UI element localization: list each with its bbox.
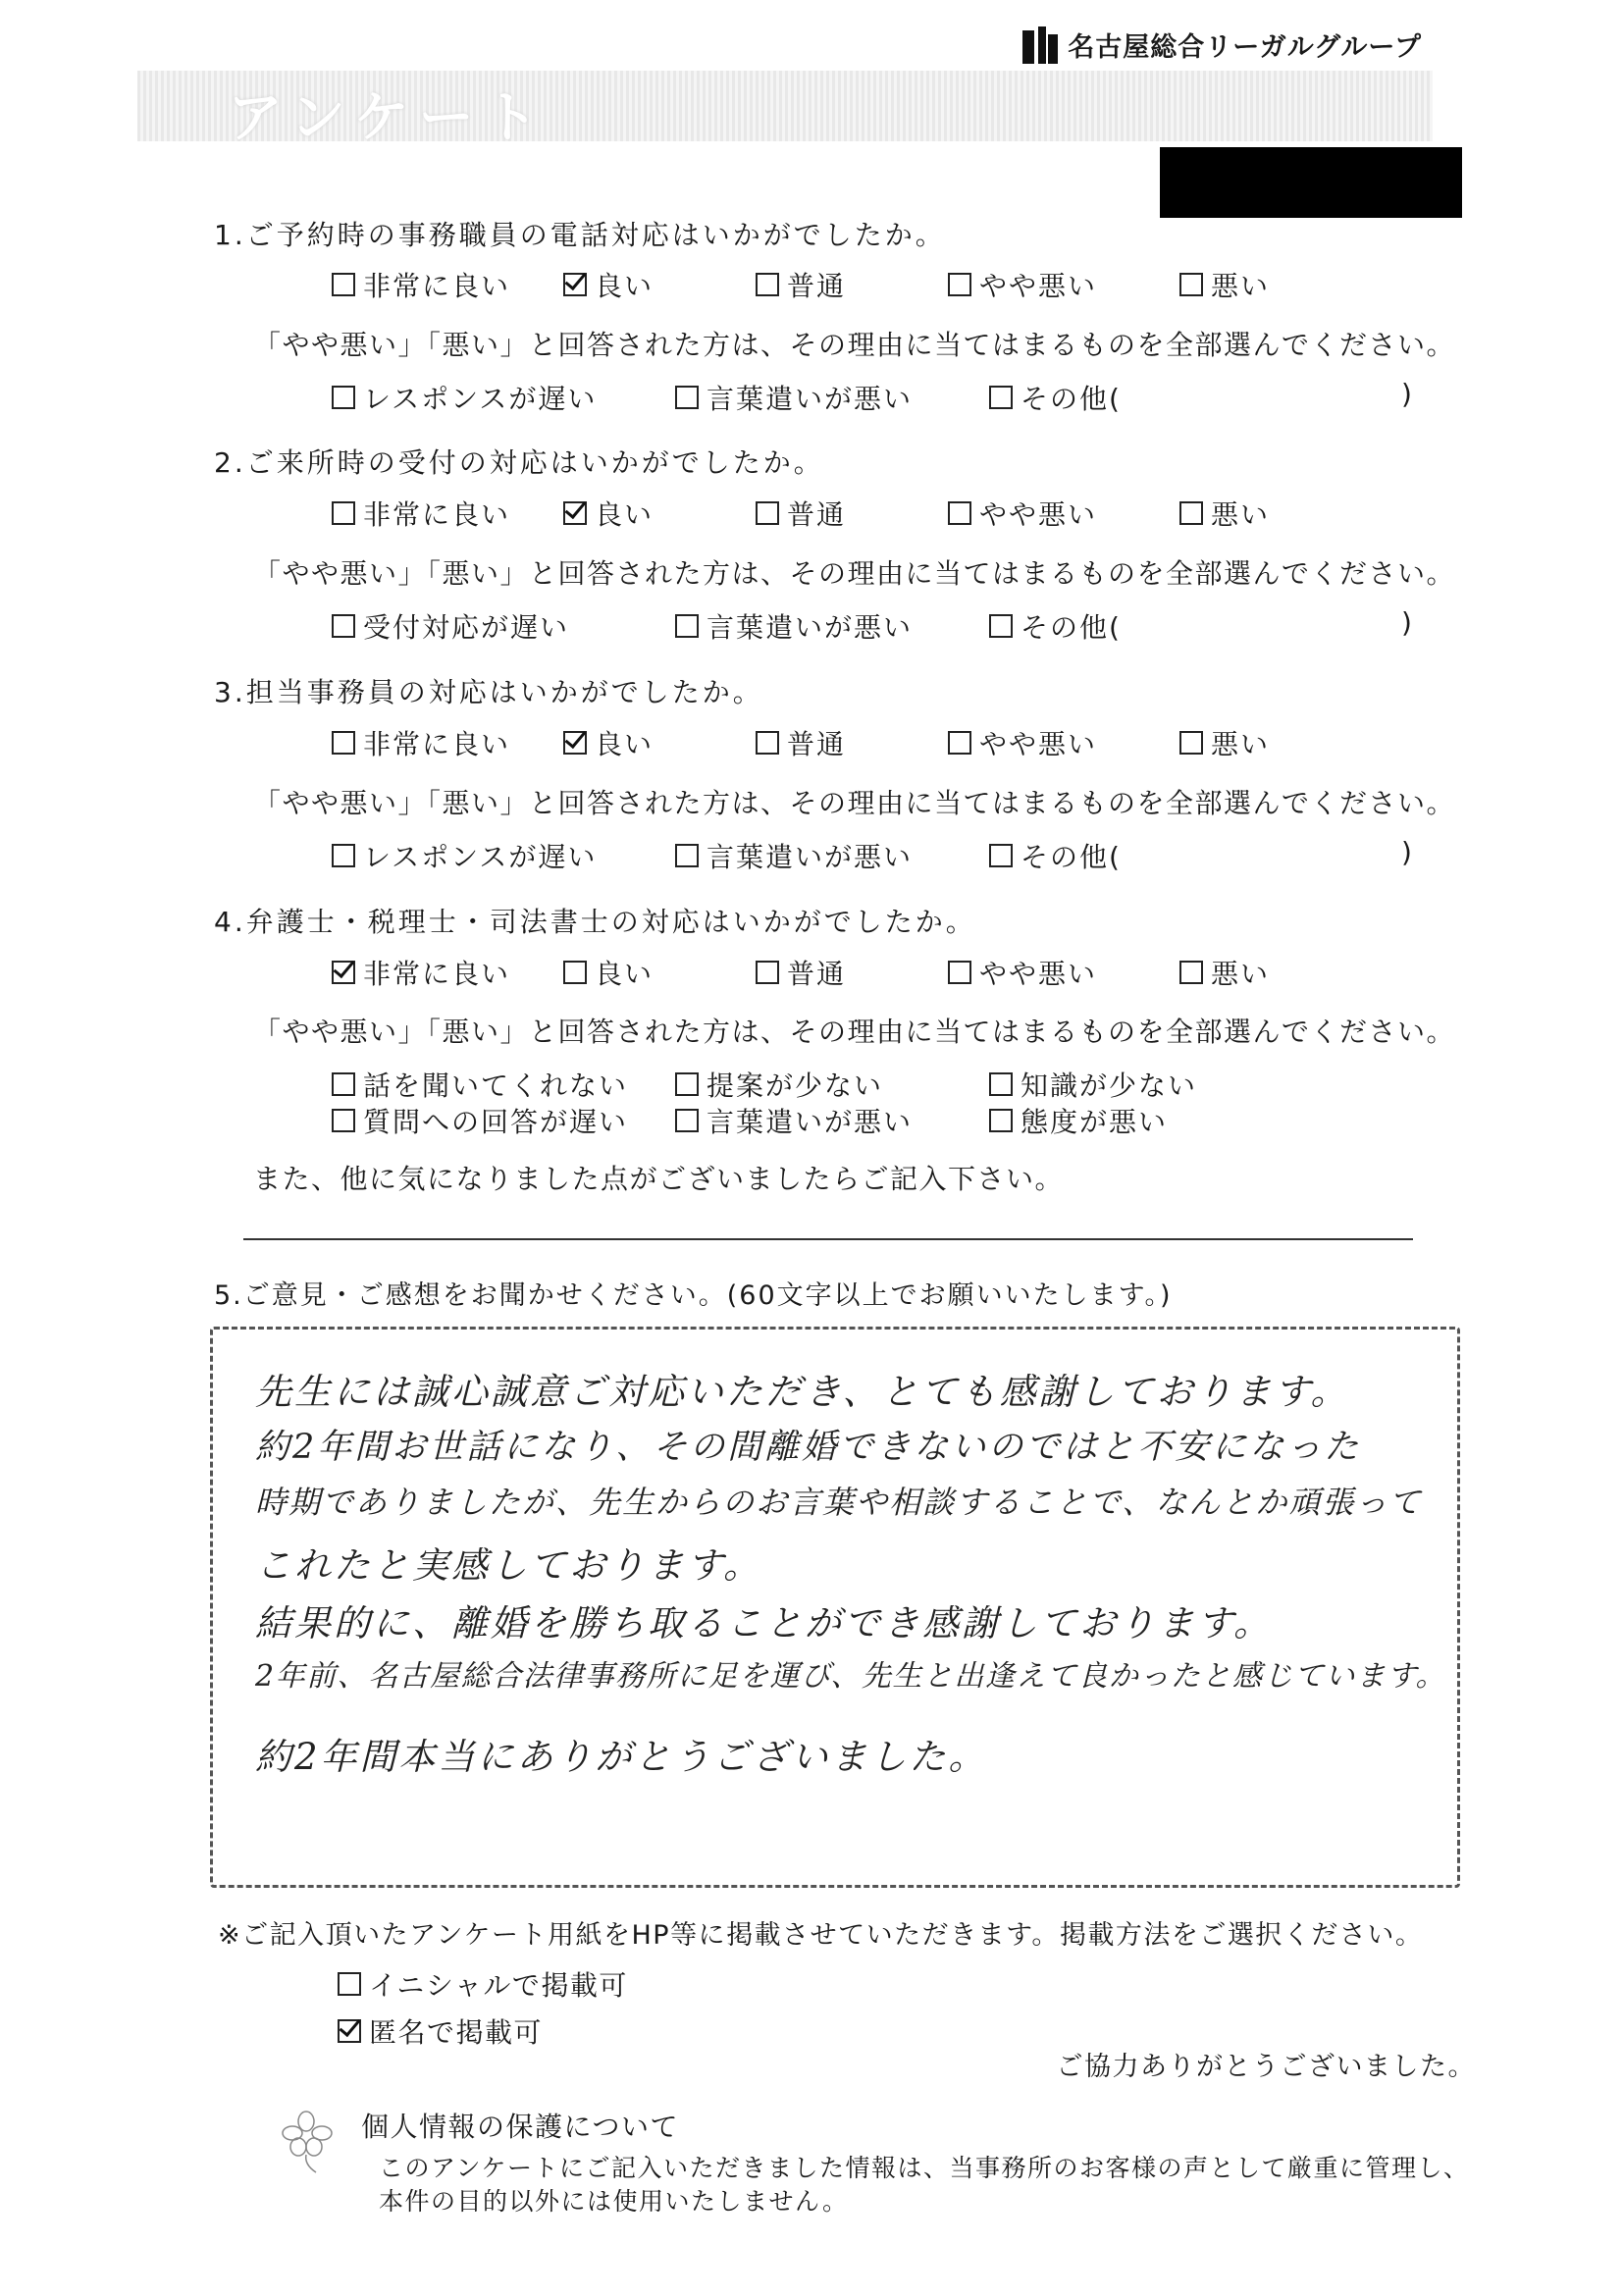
- q3-reason-prompt: 「やや悪い」「悪い」と回答された方は、その理由に当てはまるものを全部選んでください。: [253, 787, 1456, 819]
- q2-reason-checkbox-1[interactable]: [675, 614, 699, 638]
- q2-reason-checkbox-0[interactable]: [332, 614, 355, 638]
- q3-option-label-4: 悪い: [1211, 728, 1271, 760]
- q4-row2-reason-checkbox-0[interactable]: [332, 1109, 355, 1132]
- q1-option-label-4: 悪い: [1211, 270, 1271, 302]
- q2-option-label-4: 悪い: [1211, 498, 1271, 531]
- q3-reason-label-1: 言葉遣いが悪い: [707, 841, 914, 873]
- q3-other-close-paren: ): [1401, 836, 1412, 868]
- flower-icon: [277, 2108, 338, 2174]
- title-banner: [137, 71, 1433, 150]
- q1-options: [332, 265, 1313, 304]
- answer-line-4: これたと実感しております。: [255, 1544, 763, 1587]
- q2-reason-checkbox-2[interactable]: [989, 614, 1013, 638]
- q1-reason-0[interactable]: [332, 378, 597, 417]
- q4-row1-reason-checkbox-0[interactable]: [332, 1072, 355, 1096]
- q4-row1-reason-label-0: 話を聞いてくれない: [363, 1070, 629, 1102]
- publish-option-anonymous-label: 匿名で掲載可: [369, 2016, 544, 2049]
- q1-checkbox-4[interactable]: [1179, 273, 1203, 296]
- q4-question: 4.弁護士・税理士・司法書士の対応はいかがでしたか。: [214, 906, 976, 938]
- q4-row1-reason-label-2: 知識が少ない: [1021, 1070, 1198, 1102]
- brand-header: [1022, 26, 1422, 64]
- q2-option-label-2: 普通: [787, 498, 847, 531]
- brand-name: 名古屋総合リーガルグループ: [1068, 32, 1422, 63]
- q4-row1-reason-checkbox-2[interactable]: [989, 1072, 1013, 1096]
- q2-question: 2.ご来所時の受付の対応はいかがでしたか。: [214, 446, 824, 479]
- q5-question: 5.ご意見・ご感想をお聞かせください。(60文字以上でお願いいたします。): [214, 1280, 1173, 1311]
- q1-reason-checkbox-0[interactable]: [332, 386, 355, 409]
- q2-reason-label-2: その他(: [1021, 611, 1122, 644]
- q4-row1-reason-checkbox-1[interactable]: [675, 1072, 699, 1096]
- q1-reason-checkbox-2[interactable]: [989, 386, 1013, 409]
- q1-other-close-paren: ): [1401, 378, 1412, 410]
- q2-reason-0[interactable]: [332, 606, 569, 646]
- q4-row1-reason-0[interactable]: [332, 1065, 628, 1104]
- q2-reason-prompt: 「やや悪い」「悪い」と回答された方は、その理由に当てはまるものを全部選んでください。: [253, 557, 1456, 590]
- q2-checkbox-2[interactable]: [756, 501, 779, 525]
- q3-reason-label-0: レスポンスが遅い: [363, 841, 598, 873]
- q3-reason-label-2: その他(: [1021, 841, 1122, 873]
- q1-checkbox-1[interactable]: [563, 273, 587, 296]
- privacy-heading: 個人情報の保護について: [361, 2111, 679, 2143]
- answer-line-1: 先生には誠心誠意ご対応いただき、とても感謝しております。: [255, 1371, 1350, 1413]
- q4-row2-reason-2[interactable]: [989, 1101, 1168, 1140]
- q3-reason-checkbox-1[interactable]: [675, 844, 699, 867]
- q2-reason-label-0: 受付対応が遅い: [363, 611, 570, 644]
- q4-reason-prompt: 「やや悪い」「悪い」と回答された方は、その理由に当てはまるものを全部選んでください。: [253, 1016, 1456, 1048]
- q4-row2-reason-checkbox-2[interactable]: [989, 1109, 1013, 1132]
- q2-checkbox-3[interactable]: [948, 501, 971, 525]
- q4-row1-reason-1[interactable]: [675, 1065, 883, 1104]
- q1-reason-2[interactable]: [989, 378, 1122, 417]
- q1-checkbox-3[interactable]: [948, 273, 971, 296]
- q1-option-4[interactable]: [1179, 265, 1270, 304]
- q2-checkbox-1[interactable]: [563, 501, 587, 525]
- q2-option-label-3: やや悪い: [979, 498, 1098, 531]
- q3-option-3[interactable]: [948, 723, 1097, 762]
- q2-checkbox-0[interactable]: [332, 501, 355, 525]
- q1-reason-prompt: 「やや悪い」「悪い」と回答された方は、その理由に当てはまるものを全部選んでください。: [253, 329, 1456, 361]
- q4-option-3[interactable]: [948, 953, 1097, 992]
- q4-options: [332, 953, 1313, 992]
- q1-reason-1[interactable]: [675, 378, 913, 417]
- q3-option-0[interactable]: [332, 723, 510, 762]
- q4-row1-reason-2[interactable]: [989, 1065, 1197, 1104]
- redaction-block: [1160, 147, 1462, 218]
- answer-line-2: 約2年間お世話になり、その間離婚できないのではと不安になった: [255, 1428, 1362, 1467]
- q1-reason-label-2: その他(: [1021, 383, 1122, 415]
- publish-option-initial-label: イニシャルで掲載可: [369, 1969, 628, 2002]
- q1-option-2[interactable]: [756, 265, 846, 304]
- q2-option-label-1: 良い: [595, 498, 654, 531]
- q4-row2-reason-label-0: 質問への回答が遅い: [363, 1106, 629, 1138]
- q4-row2-reason-1[interactable]: [675, 1101, 913, 1140]
- q2-option-2[interactable]: [756, 494, 846, 533]
- q3-option-label-3: やや悪い: [979, 728, 1098, 760]
- q4-reasons-row2: [332, 1101, 1411, 1136]
- q3-option-label-2: 普通: [787, 728, 847, 760]
- q4-option-label-3: やや悪い: [979, 958, 1098, 990]
- q1-option-0[interactable]: [332, 265, 510, 304]
- q3-option-2[interactable]: [756, 723, 846, 762]
- comment-line[interactable]: [243, 1238, 1413, 1240]
- q3-option-label-1: 良い: [595, 728, 654, 760]
- brand-logo-icon: [1022, 26, 1058, 64]
- privacy-line-1: このアンケートにご記入いただきました情報は、当事務所のお客様の声として厳重に管理し、: [379, 2154, 1470, 2182]
- q2-option-label-0: 非常に良い: [363, 498, 511, 531]
- q1-reason-checkbox-1[interactable]: [675, 386, 699, 409]
- q2-option-4[interactable]: [1179, 494, 1270, 533]
- q3-checkbox-2[interactable]: [756, 731, 779, 755]
- q2-options: [332, 494, 1313, 533]
- q4-row1-reason-label-1: 提案が少ない: [707, 1070, 884, 1102]
- q4-row2-reason-0[interactable]: [332, 1101, 628, 1140]
- q4-row2-reason-label-2: 態度が悪い: [1021, 1106, 1169, 1138]
- q1-option-label-3: やや悪い: [979, 270, 1098, 302]
- q3-reason-1[interactable]: [675, 836, 913, 875]
- q3-reason-0[interactable]: [332, 836, 597, 875]
- q4-option-label-1: 良い: [595, 958, 654, 990]
- thanks-text: ご協力ありがとうございました。: [1056, 2052, 1476, 2082]
- answer-line-5: 結果的に、離婚を勝ち取ることができ感謝しております。: [255, 1602, 1274, 1644]
- q4-checkbox-3[interactable]: [948, 961, 971, 984]
- q1-option-label-0: 非常に良い: [363, 270, 511, 302]
- checkbox-initial[interactable]: [338, 1972, 361, 1996]
- q4-other-prompt: また、他に気になりました点がございましたらご記入下さい。: [253, 1163, 1065, 1195]
- q1-question: 1.ご予約時の事務職員の電話対応はいかがでしたか。: [214, 219, 946, 251]
- q2-reason-label-1: 言葉遣いが悪い: [707, 611, 914, 644]
- q3-reasons: [332, 836, 1411, 875]
- publish-option-anonymous[interactable]: [338, 2011, 543, 2051]
- q2-option-1[interactable]: [563, 494, 654, 533]
- publish-notice: ※ご記入頂いたアンケート用紙をHP等に掲載させていただきます。掲載方法をご選択ください。: [218, 1920, 1424, 1951]
- q4-row2-reason-label-1: 言葉遣いが悪い: [707, 1106, 914, 1138]
- q4-checkbox-0[interactable]: [332, 961, 355, 984]
- privacy-line-2: 本件の目的以外には使用いたしません。: [379, 2187, 849, 2216]
- q4-option-label-4: 悪い: [1211, 958, 1271, 990]
- q1-option-3[interactable]: [948, 265, 1097, 304]
- answer-line-7: 約2年間本当にありがとうございました。: [255, 1736, 988, 1778]
- q3-option-4[interactable]: [1179, 723, 1270, 762]
- q1-option-1[interactable]: [563, 265, 654, 304]
- q2-reason-2[interactable]: [989, 606, 1122, 646]
- q1-reason-label-0: レスポンスが遅い: [363, 383, 598, 415]
- q4-reasons-row1: [332, 1065, 1411, 1100]
- q1-option-label-2: 普通: [787, 270, 847, 302]
- q4-checkbox-1[interactable]: [563, 961, 587, 984]
- q4-option-label-2: 普通: [787, 958, 847, 990]
- q1-option-label-1: 良い: [595, 270, 654, 302]
- answer-line-6: 2年前、名古屋総合法律事務所に足を運び、先生と出逢えて良かったと感じています。: [255, 1659, 1446, 1694]
- q3-checkbox-4[interactable]: [1179, 731, 1203, 755]
- q3-checkbox-0[interactable]: [332, 731, 355, 755]
- q2-other-close-paren: ): [1401, 606, 1412, 639]
- q2-option-0[interactable]: [332, 494, 510, 533]
- q4-option-4[interactable]: [1179, 953, 1270, 992]
- q3-checkbox-1[interactable]: [563, 731, 587, 755]
- q4-option-label-0: 非常に良い: [363, 958, 511, 990]
- q2-reasons: [332, 606, 1411, 646]
- q3-option-label-0: 非常に良い: [363, 728, 511, 760]
- q3-checkbox-3[interactable]: [948, 731, 971, 755]
- q2-reason-1[interactable]: [675, 606, 913, 646]
- q4-option-2[interactable]: [756, 953, 846, 992]
- q1-checkbox-2[interactable]: [756, 273, 779, 296]
- q3-options: [332, 723, 1313, 762]
- page-title: アンケート: [228, 86, 549, 150]
- q3-reason-checkbox-0[interactable]: [332, 844, 355, 867]
- q4-option-1[interactable]: [563, 953, 654, 992]
- q4-row2-reason-checkbox-1[interactable]: [675, 1109, 699, 1132]
- q1-reasons: [332, 378, 1411, 417]
- q3-option-1[interactable]: [563, 723, 654, 762]
- q4-checkbox-4[interactable]: [1179, 961, 1203, 984]
- q1-reason-label-1: 言葉遣いが悪い: [707, 383, 914, 415]
- answer-line-3: 時期でありましたが、先生からのお言葉や相談することで、なんとか頑張って: [255, 1484, 1423, 1521]
- q3-reason-checkbox-2[interactable]: [989, 844, 1013, 867]
- q4-option-0[interactable]: [332, 953, 510, 992]
- checkbox-anonymous[interactable]: [338, 2019, 361, 2043]
- q2-checkbox-4[interactable]: [1179, 501, 1203, 525]
- q2-option-3[interactable]: [948, 494, 1097, 533]
- q4-checkbox-2[interactable]: [756, 961, 779, 984]
- q3-reason-2[interactable]: [989, 836, 1122, 875]
- q3-question: 3.担当事務員の対応はいかがでしたか。: [214, 676, 763, 708]
- q1-checkbox-0[interactable]: [332, 273, 355, 296]
- publish-option-initial[interactable]: [338, 1964, 628, 2004]
